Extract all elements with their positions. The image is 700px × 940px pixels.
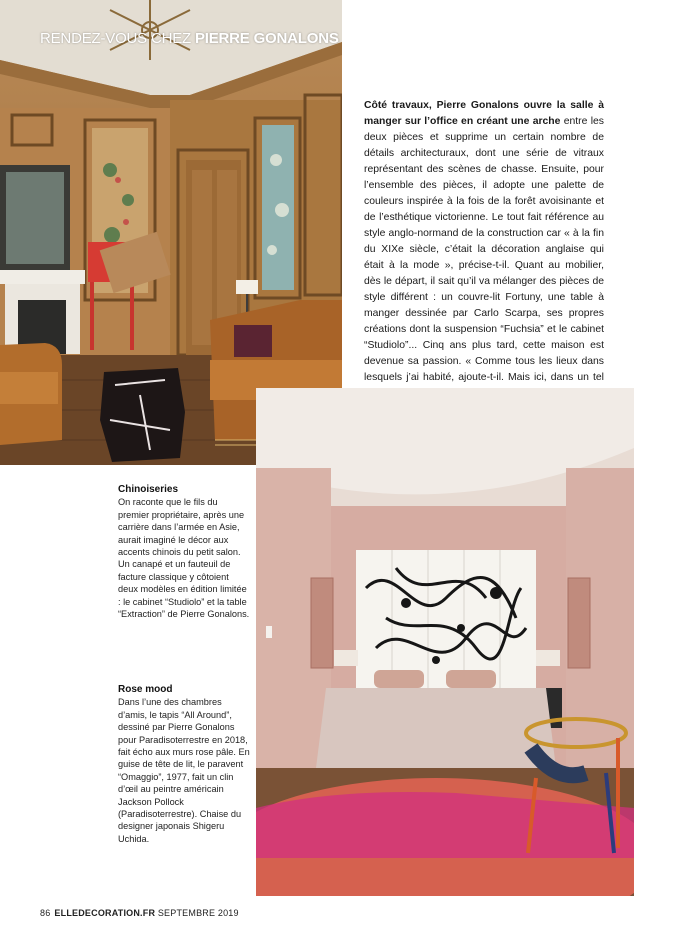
bedroom-photo [256,388,634,896]
site-name: ELLEDECORATION.FR [54,908,156,918]
caption-chinoiseries [118,484,250,620]
caption-rose-mood-text: Dans l’une des chambres d’amis, le tapis “All Around”, dessiné par Pierre Gonalons pour Paradisoterrestre en 2018, fait écho aux murs rose pâle. En guise de tête de lit, le paravent “Omaggio”, 1977, fait un clin d’œil au peintre américain Jackson Pollock (Paradisoterrestre). Chaise du designer japonais Shigeru Uchida. [118,697,250,844]
kicker-prefix: RENDEZ-VOUS CHEZ [40,30,195,47]
page-number: 86 [40,908,51,918]
article-body [364,98,604,419]
caption-rose-mood-title: Rose mood [118,684,173,695]
page-footer [40,908,239,918]
caption-chinoiseries-text: On raconte que le fils du premier propriétaire, après une carrière dans l’armée en Asie, aurait imaginé le décor aux accents chinois du petit salon. Un canapé et un fauteuil de facture classique y côtoient deux modèles en édition limitée : le cabinet “Studiolo” et la table “Extraction” de Pierre Gonalons. [118,497,250,620]
bedroom-photo-illustration [256,388,634,896]
section-kicker [40,30,340,47]
caption-rose-mood [118,684,250,845]
article-text: entre les deux pièces et supprime un certain nombre de détails architecturaux, dont une série de vitraux représentant des scènes de chasse. Ensuite, pour l’ensemble des pièces, il adopte une palette de couleurs inspirée à la fois de la forêt avoisinante et de l’esthétique victorienne. Le tout fait référence au style anglo-normand de la construction car « à la fin du XIXe siècle, c’était la décoration anglaise qui était à la mode », précise-t-il. Quant au mobilier, dès le départ, il sait qu’il va mélanger des pièces de style différent : un couvre-lit Fortuny, une table à manger dessinée par Carlo Scarpa, ses propres créations dont la suspension “Fuchsia” et le cabinet “Studiolo”... Cinq ans plus tard, cette maison est devenue sa passion. « Comme tous les lieux dans lesquels j’ai habité, ajoute-t-il. Mais ici, dans un tel [364,116,604,383]
kicker-name: PIERRE GONALONS [194,30,339,47]
issue-date: SEPTEMBRE 2019 [157,908,239,918]
caption-chinoiseries-title: Chinoiseries [118,484,179,495]
article-lead: Côté travaux, Pierre Gonalons ouvre la salle à manger sur l’office en créant une arche [364,100,604,127]
